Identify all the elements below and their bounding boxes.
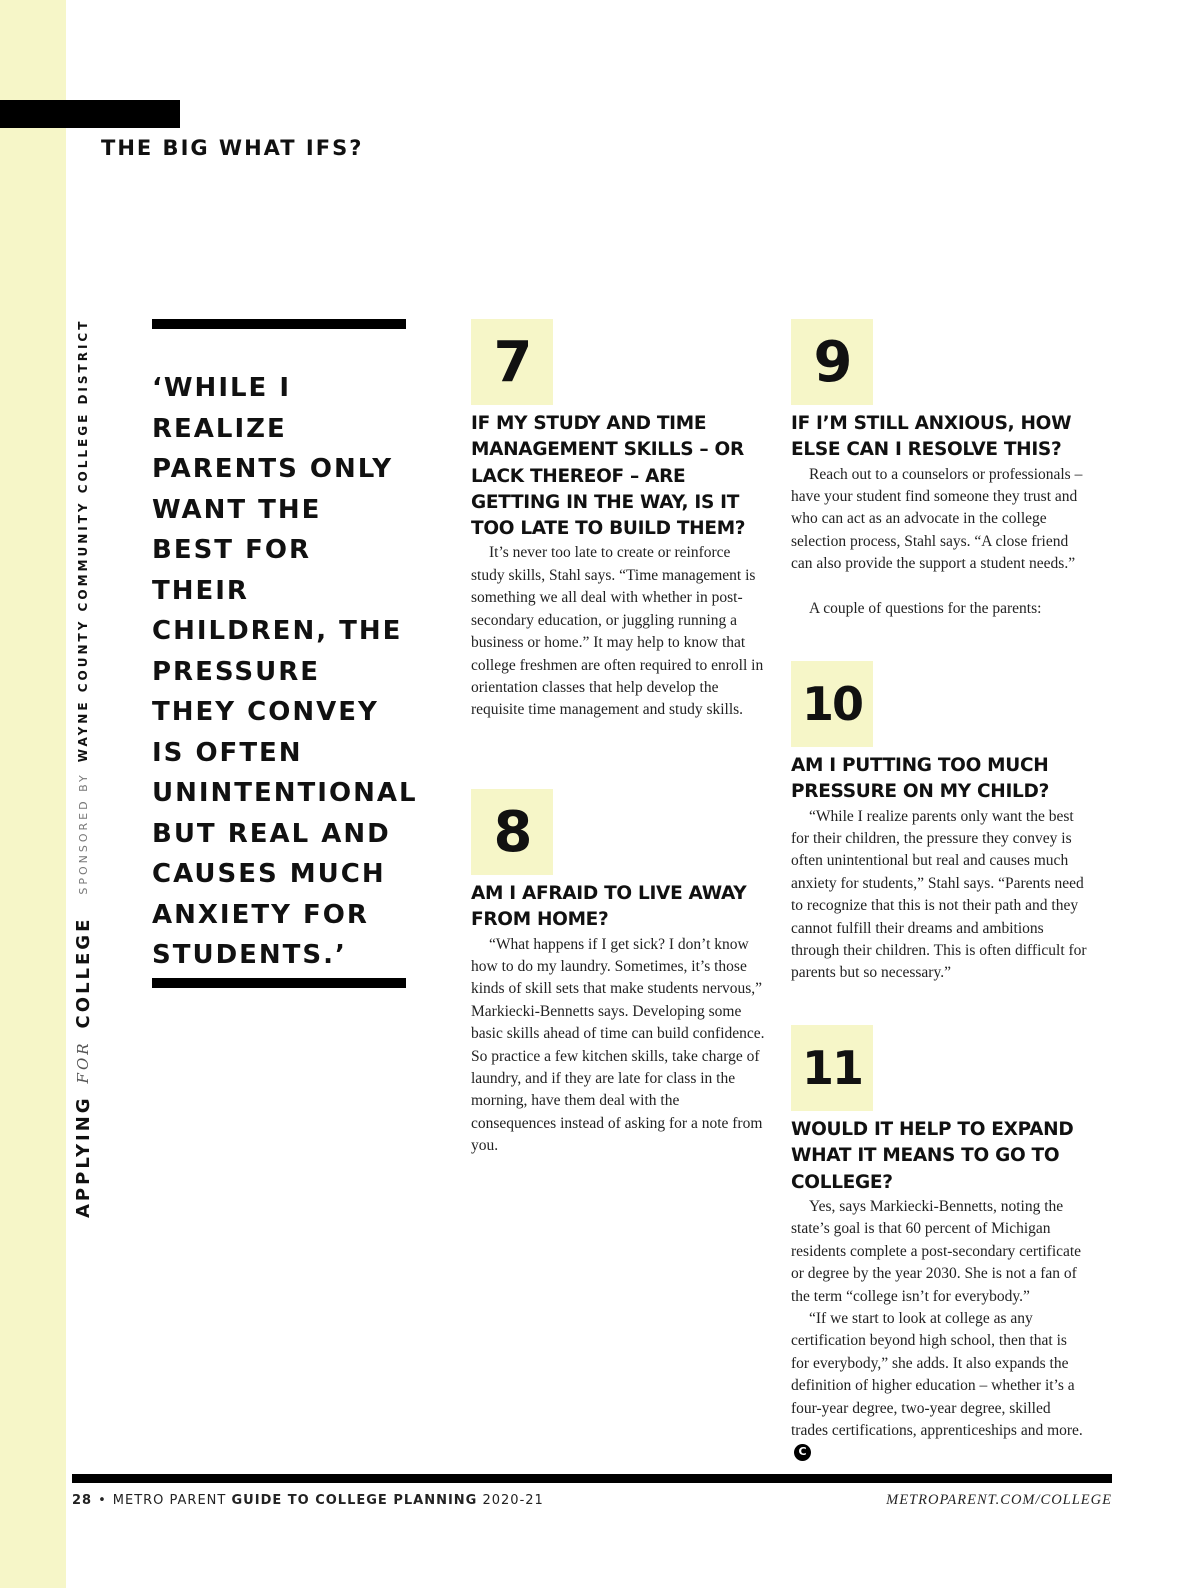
question-number: 10 [791,661,873,747]
question-7 [471,319,767,722]
side-strip [0,0,66,1588]
question-10 [791,661,1087,985]
pull-quote-top-rule [152,319,406,329]
publication-name: METRO PARENT [112,1493,227,1508]
side-label-sponsor-name: WAYNE COUNTY COMMUNITY COLLEGE DISTRICT [76,318,90,763]
question-heading: IF I’M STILL ANXIOUS, HOW ELSE CAN I RESOLVE THIS? [791,413,1072,461]
question-number: 7 [471,319,553,405]
side-label-sponsored: SPONSORED BY [76,772,90,895]
footer-url-link[interactable]: METROPARENT.COM/COLLEGE [886,1492,1112,1508]
page-number: 28 [72,1493,93,1508]
question-11 [791,1025,1087,1465]
footer-rule [72,1474,1112,1483]
guide-title: GUIDE TO COLLEGE PLANNING [231,1493,478,1508]
question-heading: WOULD IT HELP TO EXPAND WHAT IT MEANS TO GO TO COLLEGE? [791,1119,1074,1193]
footer-folio [72,1493,544,1508]
question-8 [471,789,767,1158]
section-title: THE BIG WHAT IFS? [101,136,364,160]
side-label-college: COLLEGE [72,916,94,1029]
question-answer: It’s never too late to create or reinforce study skills, Stahl says. “Time management is something we all deal with whether in post-secondary education, or juggling running a business or home.” It may help to know that college freshmen are often required to enroll in orientation classes that help develop the requisite time management and study skills. [471,544,764,719]
question-answer: “While I realize parents only want the best for their children, the pressure they convey is often unintentional but real and causes much anxiety for students,” Stahl says. “Parents need to recognize that this is not their path and they cannot fulfill their dreams and ambitions through their children. This is often difficult for parents but so necessary.” [791,807,1087,982]
pull-quote: ‘WHILE I REALIZE PARENTS ONLY WANT THE BEST FOR THEIR CHILDREN, THE PRESSURE THEY CONVEY IS OFTEN UNINTENTIONAL BUT REAL AND CAUSES MUCH ANXIETY FOR STUDENTS.’ [152,373,418,970]
question-heading: AM I PUTTING TOO MUCH PRESSURE ON MY CHILD? [791,755,1050,803]
pull-quote-bottom-rule [152,978,406,988]
question-number: 9 [791,319,873,405]
guide-year: 2020-21 [482,1493,544,1508]
question-answer: Yes, says Markiecki-Bennetts, noting the state’s goal is that 60 percent of Michigan residents complete a post-secondary certificate or degree by the year 2030. She is not a fan of the term “college isn’t for everybody.” [791,1197,1082,1305]
question-number: 11 [791,1025,873,1111]
parents-intro: A couple of questions for the parents: [809,599,1042,617]
question-number: 8 [471,789,553,875]
question-heading: IF MY STUDY AND TIME MANAGEMENT SKILLS – OR LACK THEREOF – ARE GETTING IN THE WAY, IS IT TOO LATE TO BUILD THEM? [471,413,746,540]
question-answer-text: “If we start to look at college as any certification beyond high school, then that is for everybody,” she adds. It also expands the definition of higher education – whether it’s a four-year degree, two-year degree, skilled trades certifications, apprenticeships and more. [791,1309,1083,1439]
footer-separator: • [98,1493,107,1508]
header-rule [0,100,180,128]
side-vertical-label [67,318,99,1218]
question-answer: “What happens if I get sick? I don’t know how to do my laundry. Sometimes, it’s those kinds of skill sets that make students nervous,” Markiecki-Bennetts says. Developing some basic skills ahead of time can build confidence. So practice a few kitchen skills, take charge of laundry, and if they are late for class in the morning, have them deal with the consequences instead of asking for a note from you. [471,935,765,1155]
question-answer: Reach out to a counselors or professionals – have your student find someone they trust and who can act as an advocate in the college selection process, Stahl says. “A close friend can also provide the support a student needs.” [791,465,1083,573]
question-heading: AM I AFRAID TO LIVE AWAY FROM HOME? [471,883,747,931]
end-mark-icon: C [794,1444,811,1461]
side-label-for: FOR [74,1040,92,1084]
question-9 [791,319,1087,620]
question-answer-continued [791,1308,1087,1465]
side-label-applying: APPLYING [72,1095,94,1218]
